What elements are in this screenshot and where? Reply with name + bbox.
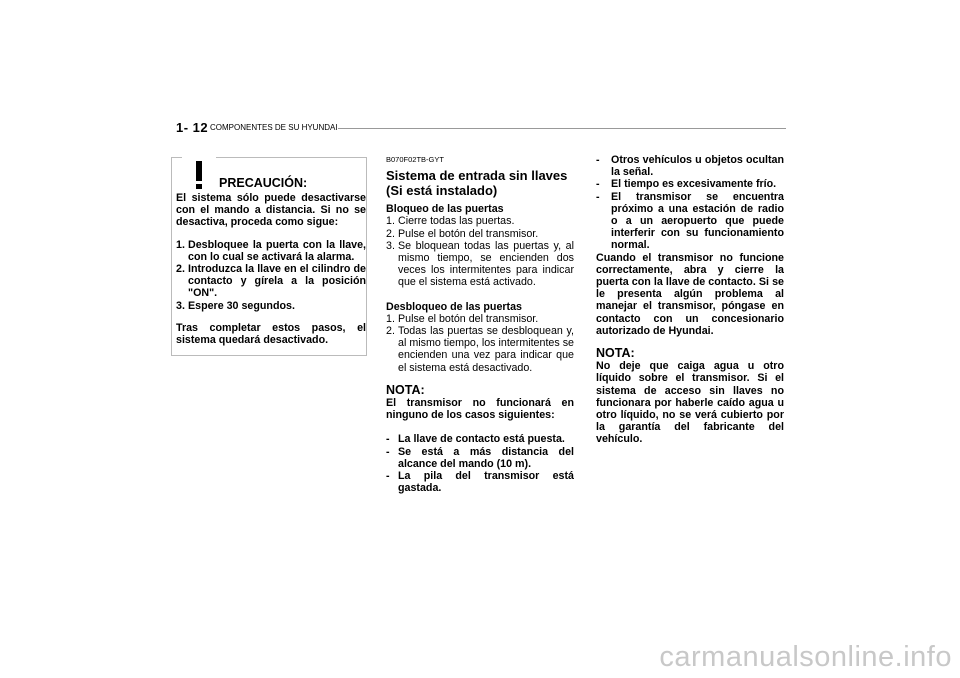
list-item: - La pila del transmisor está gastada. [386,470,574,495]
page-number: 1- 12 [176,120,209,135]
caution-step: 2. Introduzca la llave en el cilindro de contacto y gírela a la posición "ON". [176,263,366,300]
list-item: 2. Pulse el botón del transmisor. [386,227,539,240]
caution-steps [176,239,366,312]
list-item: - Se está a más distancia del alcance del mando (10 m). [386,445,574,470]
middle-column [386,154,574,494]
right-column [596,154,784,446]
unlock-heading: Desbloqueo de las puertas [386,300,523,313]
right-items [596,154,784,252]
nota-label: NOTA: [596,346,635,361]
list-item: - Otros vehículos u objetos ocultan la señal. [596,154,784,179]
list-item: 3. Se bloquean todas las puertas y, al mismo tiempo, se encienden dos veces los intermitentes para indicar que el sistema está activado. [386,239,574,289]
list-item: 2. Todas las puertas se desbloquean y, al mismo tiempo, los intermitentes se encienden una vez para indicar que el sistema está desactivado. [386,325,574,374]
caution-step: 1. Desbloquee la puerta con la llave, con lo cual se activará la alarma. [176,238,366,263]
caution-box [171,157,367,356]
list-item: - La llave de contacto está puesta. [386,433,565,446]
watermark: carmanualsonline.info [659,641,952,673]
section-heading: Sistema de entrada sin llaves (Si está instalado) [386,168,568,199]
section-title: COMPONENTES DE SU HYUNDAI [210,123,338,132]
lock-heading: Bloqueo de las puertas [386,203,504,216]
nota-items [386,433,574,494]
caution-body [176,192,366,346]
caution-outro: Tras completar estos pasos, el sistema quedará desactivado. [176,321,366,347]
section-code: B070F02TB-GYT [386,155,444,164]
caution-intro: El sistema sólo puede desactivarse con el mando a distancia. Si no se desactiva, proceda como sigue: [176,192,366,229]
caution-step: 3. Espere 30 segundos. [176,299,295,312]
nota-text: El transmisor no funcionará en ninguno de los casos siguientes: [386,397,574,422]
list-item: 1. Pulse el botón del transmisor. [386,312,539,325]
list-item: - El transmisor se encuentra próximo a una estación de radio o a un aeropuerto que puede interferir con su funcionamiento normal. [596,190,784,252]
warning-exclamation-icon [182,157,216,193]
nota-label: NOTA: [386,382,425,397]
right-paragraph: Cuando el transmisor no funcione correctamente, abra y cierre la puerta con la llave de contacto. Si se le presenta algún problema al manejar el transmisor, póngase en contacto con un concesionario autorizado de Hyundai. [596,251,784,337]
caution-title: PRECAUCIÓN: [219,176,308,190]
lock-steps [386,215,574,288]
header-rule [338,128,786,129]
list-item: - El tiempo es excesivamente frío. [596,178,777,191]
list-item: 1. Cierre todas las puertas. [386,215,515,228]
unlock-steps [386,313,574,374]
nota-text: No deje que caiga agua u otro líquido sobre el transmisor. Si el sistema de acceso sin llaves no funcionara por haberle caído agua u otro líquido, no se verá cubierto por la garantía del fabricante del vehículo. [596,360,784,446]
page-header [176,119,786,139]
